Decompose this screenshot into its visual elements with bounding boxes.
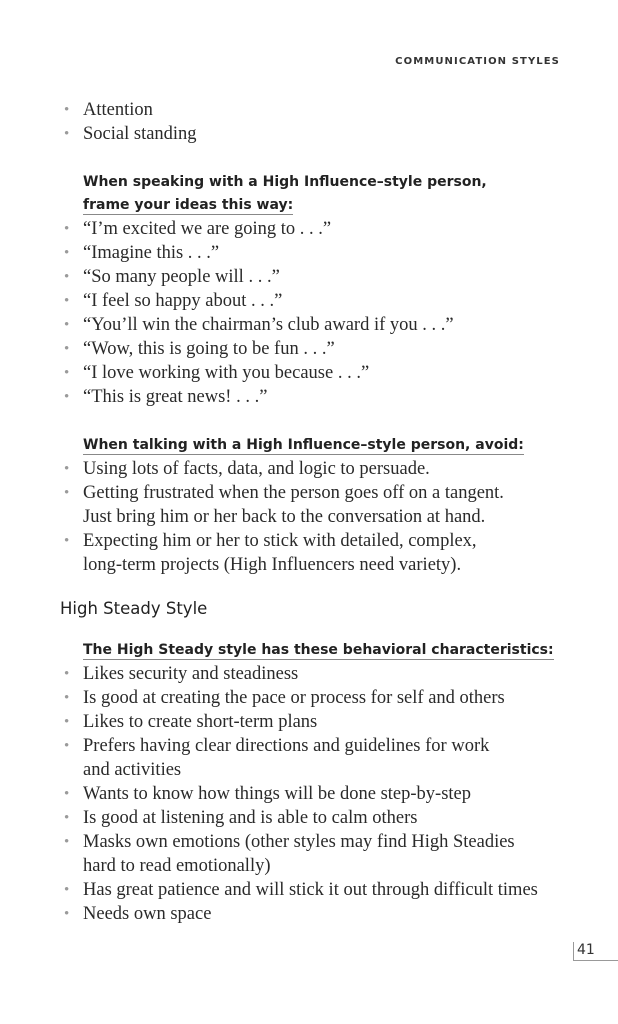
frame-ideas-heading-line1: When speaking with a High Influence–style person, bbox=[83, 174, 487, 190]
list-item-text: Prefers having clear directions and guidelines for work bbox=[83, 736, 490, 756]
list-item bbox=[60, 878, 580, 902]
list-item bbox=[60, 806, 580, 830]
list-item bbox=[60, 734, 580, 782]
list-item-text: Needs own space bbox=[83, 904, 212, 924]
list-item bbox=[60, 529, 580, 577]
list-item bbox=[60, 241, 580, 265]
bullet-icon: • bbox=[64, 317, 70, 333]
steady-heading bbox=[83, 639, 580, 662]
bullet-icon: • bbox=[64, 666, 70, 682]
frame-ideas-heading-line2: frame your ideas this way: bbox=[83, 197, 294, 213]
list-item-text: “This is great news! . . .” bbox=[83, 387, 268, 407]
page-body bbox=[60, 98, 580, 926]
bullet-icon: • bbox=[64, 341, 70, 357]
list-item-text-continued: long-term projects (High Influencers need variety). bbox=[83, 555, 462, 575]
list-item-text-continued: Just bring him or her back to the conversation at hand. bbox=[83, 507, 486, 527]
list-item bbox=[60, 265, 580, 289]
list-item-text: “So many people will . . .” bbox=[83, 267, 280, 287]
bullet-icon: • bbox=[64, 126, 70, 142]
list-item bbox=[60, 313, 580, 337]
bullet-icon: • bbox=[64, 102, 70, 118]
list-item bbox=[60, 385, 580, 409]
bullet-icon: • bbox=[64, 389, 70, 405]
bullet-icon: • bbox=[64, 533, 70, 549]
list-item bbox=[60, 361, 580, 385]
list-item-text-continued: and activities bbox=[83, 760, 182, 780]
bullet-icon: • bbox=[64, 906, 70, 922]
avoid-heading-text: When talking with a High Influence–style person, avoid: bbox=[83, 437, 524, 453]
bullet-icon: • bbox=[64, 365, 70, 381]
list-item-text: “Wow, this is going to be fun . . .” bbox=[83, 339, 335, 359]
list-item-text: “Imagine this . . .” bbox=[83, 243, 220, 263]
steady-heading-text: The High Steady style has these behavioral characteristics: bbox=[83, 642, 554, 658]
list-item bbox=[60, 481, 580, 529]
bullet-icon: • bbox=[64, 245, 70, 261]
list-item bbox=[60, 289, 580, 313]
bullet-icon: • bbox=[64, 485, 70, 501]
list-item-text: Expecting him or her to stick with detailed, complex, bbox=[83, 531, 477, 551]
list-item-text: “You’ll win the chairman’s club award if you . . .” bbox=[83, 315, 454, 335]
bullet-icon: • bbox=[64, 461, 70, 477]
list-item-text: “I feel so happy about . . .” bbox=[83, 291, 283, 311]
page-number: 41 bbox=[573, 942, 618, 961]
list-item-text: Has great patience and will stick it out through difficult times bbox=[83, 880, 538, 900]
list-item bbox=[60, 662, 580, 686]
bullet-icon: • bbox=[64, 714, 70, 730]
list-item-text: Using lots of facts, data, and logic to persuade. bbox=[83, 459, 430, 479]
section-title: High Steady Style bbox=[60, 599, 208, 618]
bullet-icon: • bbox=[64, 810, 70, 826]
list-item bbox=[60, 686, 580, 710]
list-item bbox=[60, 782, 580, 806]
bullet-icon: • bbox=[64, 221, 70, 237]
frame-ideas-list bbox=[60, 217, 580, 409]
bullet-icon: • bbox=[64, 882, 70, 898]
list-item-text: Masks own emotions (other styles may find High Steadies bbox=[83, 832, 515, 852]
list-item bbox=[60, 830, 580, 878]
list-item bbox=[60, 337, 580, 361]
bullet-icon: • bbox=[64, 786, 70, 802]
steady-list bbox=[60, 662, 580, 926]
bullet-icon: • bbox=[64, 834, 70, 850]
avoid-heading bbox=[83, 434, 580, 457]
list-item-text: Likes to create short-term plans bbox=[83, 712, 318, 732]
bullet-icon: • bbox=[64, 293, 70, 309]
running-head: COMMUNICATION STYLES bbox=[395, 56, 560, 67]
list-item-text-continued: hard to read emotionally) bbox=[83, 856, 271, 876]
avoid-list bbox=[60, 457, 580, 577]
list-item bbox=[60, 98, 580, 122]
list-item bbox=[60, 122, 580, 146]
bullet-icon: • bbox=[64, 690, 70, 706]
list-item-text: Social standing bbox=[83, 124, 197, 144]
list-item-text: Attention bbox=[83, 100, 153, 120]
list-item-text: Is good at creating the pace or process for self and others bbox=[83, 688, 505, 708]
list-item bbox=[60, 217, 580, 241]
bullet-icon: • bbox=[64, 269, 70, 285]
frame-ideas-heading bbox=[83, 171, 580, 217]
list-item bbox=[60, 710, 580, 734]
list-item-text: “I’m excited we are going to . . .” bbox=[83, 219, 332, 239]
list-item bbox=[60, 457, 580, 481]
list-item-text: Is good at listening and is able to calm others bbox=[83, 808, 418, 828]
bullet-icon: • bbox=[64, 738, 70, 754]
list-item-text: Getting frustrated when the person goes off on a tangent. bbox=[83, 483, 504, 503]
top-bullet-list bbox=[60, 98, 580, 146]
list-item-text: Likes security and steadiness bbox=[83, 664, 299, 684]
list-item-text: Wants to know how things will be done step-by-step bbox=[83, 784, 471, 804]
list-item-text: “I love working with you because . . .” bbox=[83, 363, 370, 383]
list-item bbox=[60, 902, 580, 926]
